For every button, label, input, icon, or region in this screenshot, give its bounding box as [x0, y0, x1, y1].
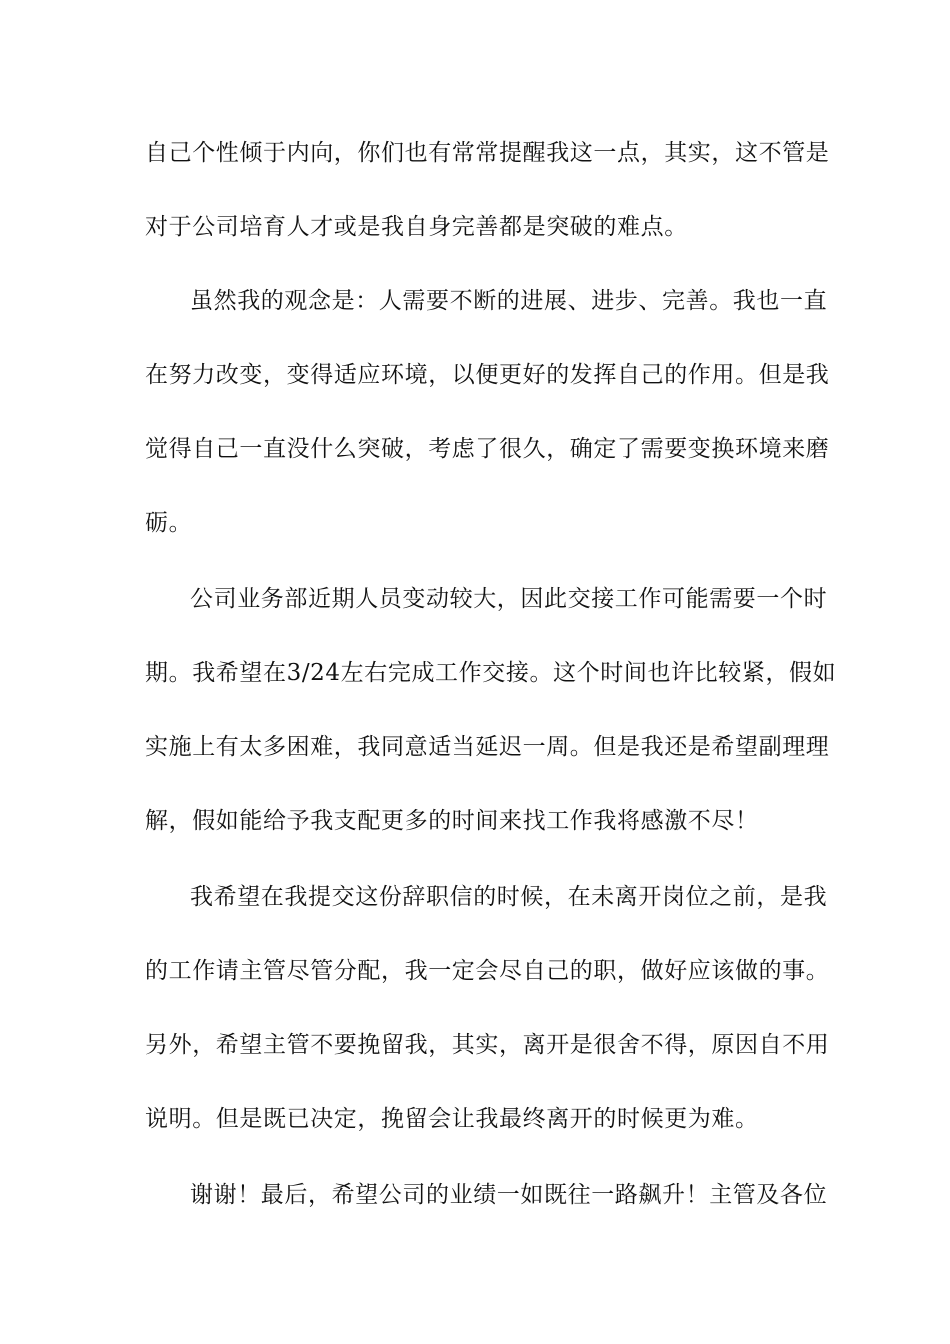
text-line-15: 谢谢！最后，希望公司的业绩一如既往一路飙升！主管及各位 [190, 1182, 828, 1208]
text-line-13: 另外，希望主管不要挽留我，其实，离开是很舍不得，原因自不用 [145, 1032, 830, 1058]
text-line-7: 公司业务部近期人员变动较大，因此交接工作可能需要一个时 [190, 586, 828, 612]
text-line-3: 虽然我的观念是：人需要不断的进展、进步、完善。我也一直 [190, 288, 828, 314]
text-line-10: 解，假如能给予我支配更多的时间来找工作我将感激不尽！ [145, 808, 759, 834]
text-line-14: 说明。但是既已决定，挽留会让我最终离开的时候更为难。 [145, 1106, 759, 1132]
text-line-12: 的工作请主管尽管分配，我一定会尽自己的职，做好应该做的事。 [145, 958, 830, 984]
text-line-8: 期。我希望在3/24左右完成工作交接。这个时间也许比较紧，假如 [145, 660, 837, 686]
text-line-11: 我希望在我提交这份辞职信的时候，在未离开岗位之前，是我 [190, 884, 828, 910]
text-line-1: 自己个性倾于内向，你们也有常常提醒我这一点，其实，这不管是 [145, 140, 830, 166]
text-line-9: 实施上有太多困难，我同意适当延迟一周。但是我还是希望副理理 [145, 734, 830, 760]
text-line-6: 砺。 [145, 510, 193, 536]
text-line-5: 觉得自己一直没什么突破，考虑了很久，确定了需要变换环境来磨 [145, 436, 830, 462]
text-line-4: 在努力改变，变得适应环境，以便更好的发挥自己的作用。但是我 [145, 362, 830, 388]
text-line-2: 对于公司培育人才或是我自身完善都是突破的难点。 [145, 214, 688, 240]
